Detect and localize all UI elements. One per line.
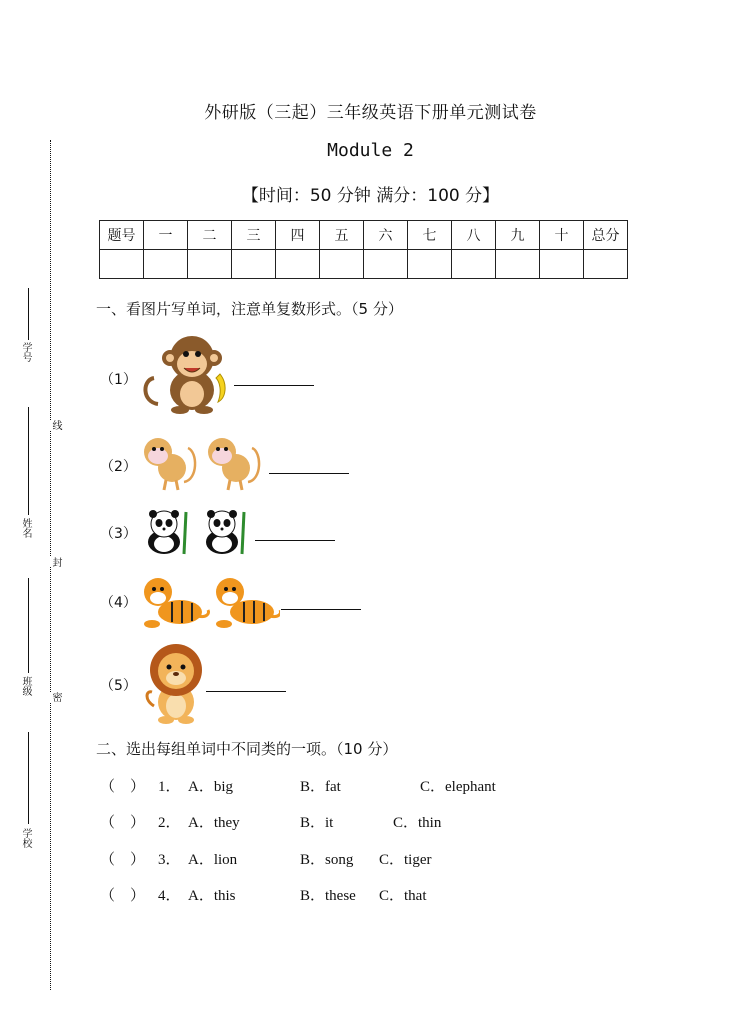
monkey-icon [136,432,268,492]
score-header-cell: 六 [364,221,408,250]
seal-char-line: 线 [50,420,61,430]
item3-answer-blank[interactable] [255,540,335,541]
q1-option-a: A．big [188,779,234,795]
item2-answer-blank[interactable] [269,473,349,474]
score-value-cell[interactable] [452,250,496,279]
q3-option-a: A．lion [188,852,238,868]
q2-option-c: C．thin [393,815,442,831]
margin-line-class [28,578,29,673]
score-value-cell[interactable] [496,250,540,279]
score-header-cell: 二 [188,221,232,250]
q4-number: 4． [158,888,181,904]
item4-answer-blank[interactable] [281,609,361,610]
score-value-cell[interactable] [540,250,584,279]
margin-line-school [28,732,29,824]
score-table-header-row [100,221,628,250]
margin-line-name [28,407,29,515]
seal-char-seal: 封 [50,557,61,567]
margin-line-student-id [28,288,29,340]
page-title: 外研版（三起）三年级英语下册单元测试卷 [204,103,537,123]
margin-label-name: 姓名 [20,518,31,538]
margin-label-school: 学校 [20,828,31,848]
q3-option-c: C．tiger [379,852,432,868]
score-value-cell[interactable] [100,250,144,279]
seal-char-secret: 密 [50,692,61,702]
monkey-icon [140,332,232,416]
q4-option-b: B．these [300,888,356,904]
q1-option-c: C．elephant [420,779,496,795]
module-title: Module 2 [327,140,414,161]
section1-title: 一、看图片写单词，注意单复数形式。（5 分） [96,300,403,318]
margin-label-student-id: 学号 [20,342,31,362]
q2-number: 2． [158,815,181,831]
score-value-cell[interactable] [320,250,364,279]
item5-answer-blank[interactable] [206,691,286,692]
q3-option-b: B．song [300,852,354,868]
q4-option-c: C．that [379,888,427,904]
q1-answer-paren[interactable]: （ ） [100,779,146,795]
q4-answer-paren[interactable]: （ ） [100,888,146,904]
item4-number: （4） [100,595,137,611]
score-header-cell: 八 [452,221,496,250]
q3-number: 3． [158,852,181,868]
q1-number: 1． [158,779,181,795]
score-value-cell[interactable] [188,250,232,279]
item1-number: （1） [100,372,137,388]
q3-answer-paren[interactable]: （ ） [100,852,146,868]
q1-option-b: B．fat [300,779,341,795]
item3-number: （3） [100,526,137,542]
q4-option-a: A．this [188,888,236,904]
score-value-cell[interactable] [364,250,408,279]
q2-option-a: A．they [188,815,240,831]
section2-title: 二、选出每组单词中不同类的一项。（10 分） [96,740,398,758]
score-header-cell: 五 [320,221,364,250]
score-table-value-row [100,250,628,279]
margin-label-class: 班级 [20,676,31,696]
score-header-cell: 十 [540,221,584,250]
score-header-cell: 九 [496,221,540,250]
item2-number: （2） [100,459,137,475]
score-value-cell[interactable] [408,250,452,279]
lion-icon [142,640,206,724]
score-value-cell[interactable] [144,250,188,279]
q2-option-b: B．it [300,815,334,831]
score-header-cell: 七 [408,221,452,250]
score-value-cell[interactable] [276,250,320,279]
time-score-info: 【时间：50 分钟 满分：100 分】 [241,186,500,206]
score-header-cell: 题号 [100,221,144,250]
score-value-cell[interactable] [232,250,276,279]
item1-answer-blank[interactable] [234,385,314,386]
score-header-cell: 三 [232,221,276,250]
score-header-cell: 一 [144,221,188,250]
score-header-cell: 四 [276,221,320,250]
score-header-cell: 总分 [584,221,628,250]
tiger-icon [140,570,280,630]
q2-answer-paren[interactable]: （ ） [100,815,146,831]
item5-number: （5） [100,678,137,694]
score-table [99,220,628,279]
score-value-cell[interactable] [584,250,628,279]
panda-icon [142,508,254,556]
